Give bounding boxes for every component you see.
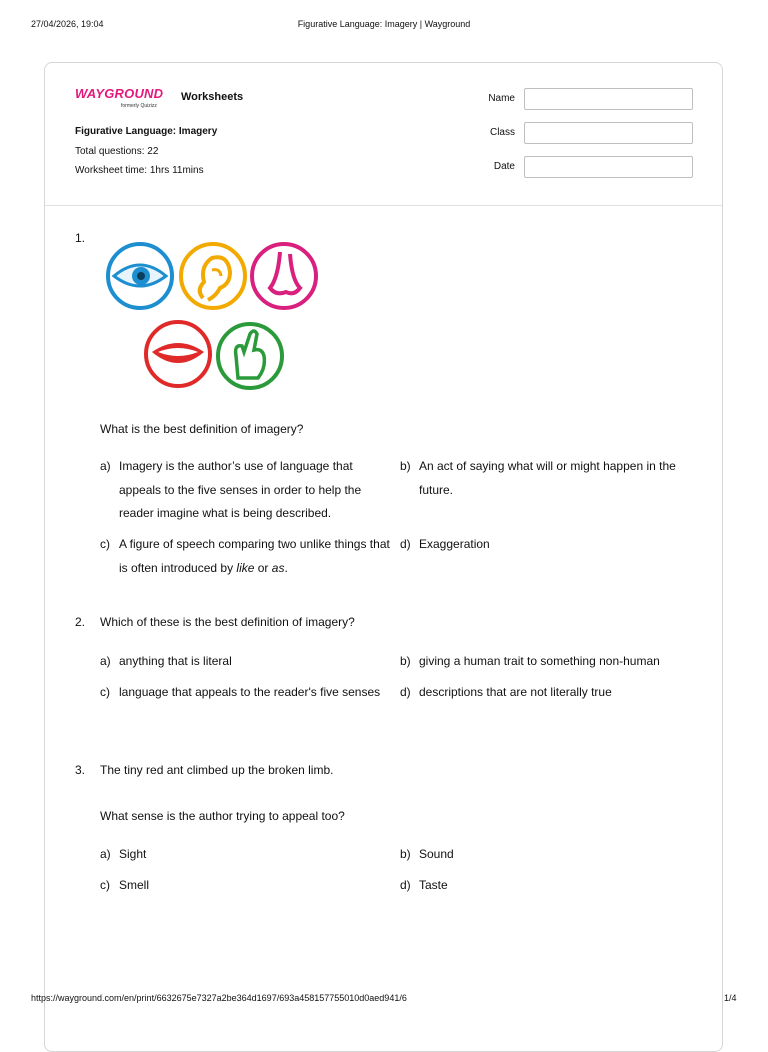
- option-text-part: .: [284, 560, 288, 575]
- print-datetime: 27/04/2026, 19:04: [31, 19, 104, 29]
- option-letter: a): [100, 459, 111, 473]
- option-text-italic: like: [236, 560, 255, 575]
- option-letter: d): [400, 537, 411, 551]
- question-1-text: What is the best definition of imagery?: [100, 422, 304, 436]
- option-text: Exaggeration: [419, 537, 490, 551]
- q3-option-a[interactable]: [100, 843, 385, 867]
- option-letter: c): [100, 537, 110, 551]
- q1-option-c[interactable]: [100, 533, 395, 580]
- question-2-number: 2.: [75, 615, 86, 629]
- option-text: An act of saying what will or might happen in the future.: [419, 459, 676, 497]
- option-text-italic: as: [271, 560, 285, 575]
- five-senses-image: [100, 240, 318, 398]
- worksheet-time: Worksheet time: 1hrs 11mins: [75, 165, 204, 176]
- brand-logo: [75, 86, 175, 114]
- question-3-prompt: What sense is the author trying to appeal too?: [100, 809, 345, 823]
- option-text: [100, 533, 395, 580]
- print-url: https://wayground.com/en/print/6632675e7327a2be364d1697/693a458157755010d0aed941/6: [31, 993, 407, 1003]
- option-text: Sound: [419, 847, 454, 861]
- question-1-number: 1.: [75, 231, 86, 245]
- option-letter: a): [100, 654, 111, 668]
- option-letter: b): [400, 847, 411, 861]
- option-text: giving a human trait to something non-human: [419, 654, 660, 668]
- q1-option-b[interactable]: [400, 455, 695, 502]
- option-text-part: A figure of speech comparing two unlike things that is often introduced by: [119, 537, 390, 575]
- option-text: language that appeals to the reader's five senses: [119, 685, 381, 699]
- question-3-number: 3.: [75, 763, 86, 777]
- option-text: anything that is literal: [119, 654, 232, 668]
- total-questions: Total questions: 22: [75, 146, 159, 157]
- option-letter: b): [400, 459, 411, 473]
- logo-wordmark: WAYGROUND: [75, 86, 164, 101]
- eye-icon: [108, 244, 172, 308]
- q2-option-c[interactable]: [100, 681, 385, 705]
- option-letter: a): [100, 847, 111, 861]
- option-text: Sight: [119, 847, 147, 861]
- option-text-part: or: [254, 560, 272, 575]
- question-3-text: The tiny red ant climbed up the broken limb.: [100, 763, 334, 777]
- q3-option-b[interactable]: [400, 843, 695, 867]
- print-page-number: 1/4: [724, 993, 737, 1003]
- class-label: Class: [489, 127, 515, 138]
- class-field[interactable]: [524, 122, 693, 144]
- date-label: Date: [493, 161, 515, 172]
- q1-option-a[interactable]: [100, 455, 385, 526]
- option-letter: b): [400, 654, 411, 668]
- q2-option-d[interactable]: [400, 681, 700, 705]
- name-label: Name: [488, 93, 515, 104]
- print-header: [0, 19, 768, 33]
- ear-icon: [181, 244, 245, 308]
- mouth-icon: [146, 322, 210, 386]
- option-text: Smell: [119, 878, 150, 892]
- q3-option-d[interactable]: [400, 874, 695, 898]
- question-2-text: Which of these is the best definition of imagery?: [100, 615, 355, 629]
- option-letter: c): [100, 878, 110, 892]
- nose-icon: [252, 244, 316, 308]
- q1-option-d[interactable]: [400, 533, 695, 557]
- q2-option-b[interactable]: [400, 650, 700, 674]
- hand-icon: [218, 324, 282, 388]
- option-letter: c): [100, 685, 110, 699]
- name-field[interactable]: [524, 88, 693, 110]
- logo-subtitle: formerly Quizizz: [121, 103, 157, 109]
- worksheet-header: [45, 63, 722, 206]
- date-field[interactable]: [524, 156, 693, 178]
- print-page-title: Figurative Language: Imagery | Wayground: [297, 19, 471, 29]
- option-letter: d): [400, 685, 411, 699]
- q2-option-a[interactable]: [100, 650, 385, 674]
- option-text: Imagery is the author’s use of language that appeals to the five senses in order to help the reader imagine what is being described.: [119, 459, 362, 520]
- product-label: Worksheets: [181, 91, 244, 103]
- q3-option-c[interactable]: [100, 874, 385, 898]
- option-letter: d): [400, 878, 411, 892]
- option-text: descriptions that are not literally true: [419, 685, 612, 699]
- option-text: Taste: [419, 878, 448, 892]
- worksheet-title: Figurative Language: Imagery: [75, 126, 218, 137]
